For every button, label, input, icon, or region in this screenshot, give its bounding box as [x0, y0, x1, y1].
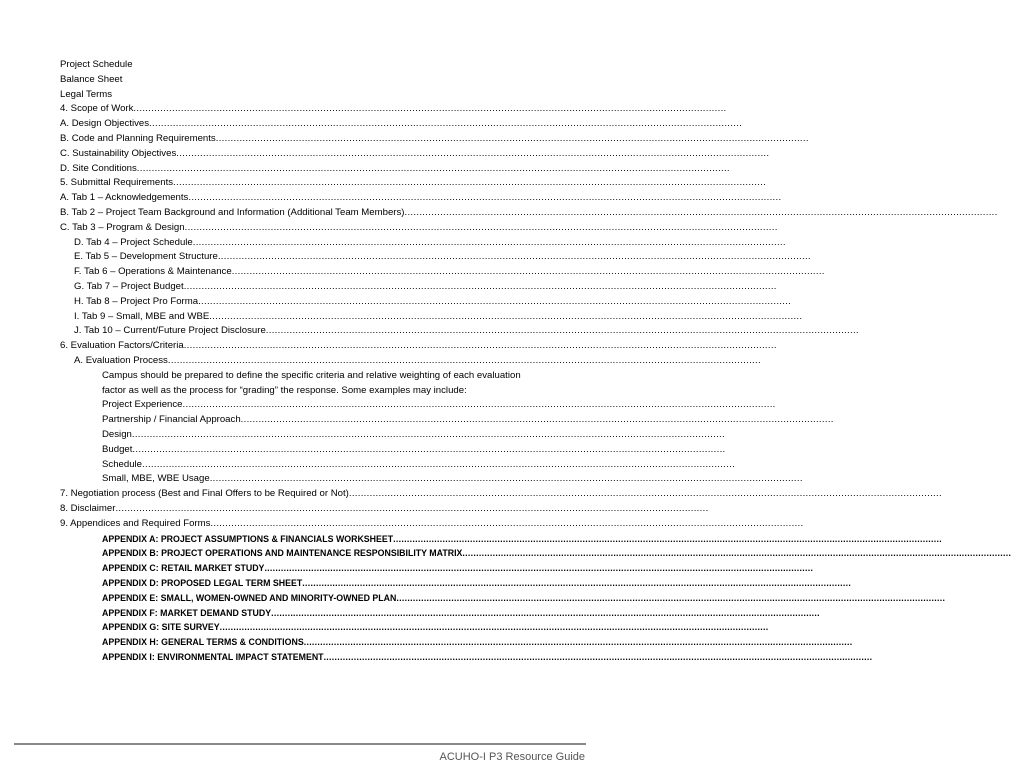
dot-leader: ........................................................................................................................................................................................................	[183, 281, 777, 292]
dot-leader: ........................................................................................................................................................................................................	[462, 548, 1011, 559]
dot-leader: ........................................................................................................................................................................................................	[210, 517, 804, 529]
toc-entry	[102, 398, 776, 412]
dot-leader: ........................................................................................................................................................................................................	[265, 325, 859, 337]
toc-entry	[60, 162, 730, 176]
toc-entry	[60, 73, 122, 87]
dot-leader: ........................................................................................................................................................................................................	[136, 162, 730, 174]
dot-leader: ........................................................................................................................................................................................................	[184, 221, 778, 233]
dot-leader: ........................................................................................................................................................................................................	[302, 578, 852, 588]
dot-leader: ........................................................................................................................................................................................................	[132, 443, 726, 455]
toc-entry	[60, 147, 770, 161]
toc-entry	[102, 443, 726, 457]
dot-leader: ........................................................................................................................................................................................................	[396, 592, 946, 603]
toc-entry	[60, 102, 727, 116]
toc-entry-text: 4. Scope of Work	[60, 103, 134, 115]
toc-entry	[102, 532, 942, 546]
toc-entry	[60, 132, 809, 146]
dot-leader: ........................................................................................................................................................................................................	[209, 310, 803, 322]
toc-entry-text: Legal Terms	[60, 88, 113, 100]
toc-entry-text: C. Tab 3 – Program & Design	[60, 221, 185, 233]
toc-entry-text: Schedule	[102, 458, 143, 470]
toc-entry	[74, 250, 811, 264]
toc-entry-text: A. Tab 1 – Acknowledgements	[60, 192, 189, 204]
dot-leader: ........................................................................................................................................................................................................	[240, 414, 834, 426]
toc-entry-text: APPENDIX H: GENERAL TERMS & CONDITIONS	[102, 637, 304, 648]
toc-entry	[74, 354, 761, 368]
dot-leader: ........................................................................................................................................................................................................	[264, 563, 814, 574]
toc-entry-text: E. Tab 5 – Development Structure	[74, 251, 218, 263]
dot-leader: ........................................................................................................................................................................................................	[323, 652, 873, 662]
toc-entry-text: G. Tab 7 – Project Budget	[74, 281, 184, 292]
toc-entry	[102, 472, 803, 486]
toc-entry-text: 8. Disclaimer	[60, 503, 116, 514]
dot-leader: ........................................................................................................................................................................................................	[217, 251, 811, 263]
toc-entry-text: F. Tab 6 – Operations & Maintenance	[74, 266, 232, 278]
toc-entry	[60, 88, 112, 102]
toc-entry	[60, 339, 777, 353]
dot-leader: ........................................................................................................................................................................................................	[149, 118, 743, 130]
toc-entry-text: Design	[102, 429, 132, 440]
toc-entry-text: B. Code and Planning Requirements	[60, 133, 216, 144]
toc-entry-text: factor as well as the process for “grading” the response. Some examples may include:	[102, 384, 467, 396]
toc-entry-text: D. Site Conditions	[60, 162, 137, 174]
toc-entry	[60, 221, 778, 235]
toc-entry-text: 9. Appendices and Required Forms	[60, 517, 211, 529]
toc-entry-text: APPENDIX G: SITE SURVEY	[102, 622, 220, 633]
dot-leader: ........................................................................................................................................................................................................	[115, 503, 709, 514]
toc-entry	[102, 650, 873, 664]
dot-leader: ........................................................................................................................................................................................................	[303, 637, 853, 648]
toc-entry	[60, 117, 743, 131]
toc-entry-text: Balance Sheet	[60, 73, 123, 85]
dot-leader: ........................................................................................................................................................................................................	[182, 399, 776, 411]
toc-entry	[102, 546, 1011, 560]
toc-entry	[60, 58, 133, 72]
toc-entry-text: A. Design Objectives	[60, 118, 150, 130]
footer-rule	[14, 743, 586, 745]
toc-entry	[102, 591, 946, 605]
toc-entry	[74, 295, 792, 309]
dot-leader: ........................................................................................................................................................................................................	[142, 458, 736, 470]
dot-leader: ........................................................................................................................................................................................................	[404, 207, 998, 218]
toc-entry	[102, 635, 853, 649]
toc-entry	[60, 502, 709, 516]
toc-entry	[102, 576, 852, 590]
dot-leader: ........................................................................................................................................................................................................	[393, 533, 942, 544]
dot-leader: ........................................................................................................................................................................................................	[219, 622, 769, 633]
toc-entry-text: C. Sustainability Objectives	[60, 147, 177, 159]
dot-leader: ........................................................................................................................................................................................................	[348, 488, 942, 500]
toc-entry-text: APPENDIX A: PROJECT ASSUMPTIONS & FINANCIALS WORKSHEET	[102, 533, 394, 544]
toc-entry	[102, 384, 467, 398]
dot-leader: ........................................................................................................................................................................................................	[209, 473, 803, 485]
toc-entry	[102, 561, 814, 575]
toc-entry-text: APPENDIX B: PROJECT OPERATIONS AND MAINTENANCE RESPONSIBILITY MATRIX	[102, 548, 463, 559]
toc-entry	[60, 517, 804, 531]
toc-entry-text: Partnership / Financial Approach	[102, 414, 241, 426]
dot-leader: ........................................................................................................................................................................................................	[231, 266, 825, 278]
toc-entry	[74, 280, 777, 294]
dot-leader: ........................................................................................................................................................................................................	[215, 133, 809, 144]
toc-entry	[60, 206, 998, 220]
toc-entry	[60, 487, 942, 501]
toc-entry-text: A. Evaluation Process	[74, 355, 168, 366]
toc-entry-text: Budget	[102, 443, 133, 455]
dot-leader: ........................................................................................................................................................................................................	[167, 355, 761, 366]
toc-entry	[102, 369, 521, 383]
toc-entry-text: 5. Submittal Requirements	[60, 177, 174, 189]
dot-leader: ........................................................................................................................................................................................................	[173, 177, 767, 189]
dot-leader: ........................................................................................................................................................................................................	[183, 340, 777, 352]
toc-entry-text: H. Tab 8 – Project Pro Forma	[74, 295, 199, 307]
footer-title: ACUHO-I P3 Resource Guide	[439, 751, 585, 763]
toc-entry	[60, 176, 767, 190]
toc-entry-text: APPENDIX D: PROPOSED LEGAL TERM SHEET	[102, 578, 303, 588]
toc-entry-text: 6. Evaluation Factors/Criteria	[60, 340, 184, 352]
toc-entry-text: APPENDIX C: RETAIL MARKET STUDY	[102, 563, 265, 574]
toc-entry-text: 7. Negotiation process (Best and Final Offers to be Required or Not)	[60, 488, 349, 500]
toc-entry	[74, 310, 803, 324]
toc-entry-text: APPENDIX E: SMALL, WOMEN-OWNED AND MINORITY-OWNED PLAN	[102, 592, 397, 603]
toc-entry	[102, 620, 769, 634]
toc-entry-text: Project Experience	[102, 399, 183, 411]
toc-entry-text: APPENDIX F: MARKET DEMAND STUDY	[102, 607, 272, 618]
toc-entry	[102, 458, 736, 472]
dot-leader: ........................................................................................................................................................................................................	[188, 192, 782, 204]
toc-entry-text: J. Tab 10 – Current/Future Project Disclosure	[74, 325, 266, 337]
toc-entry-text: I. Tab 9 – Small, MBE and WBE	[74, 310, 210, 322]
toc-entry	[74, 236, 786, 250]
toc-entry-text: APPENDIX I: ENVIRONMENTAL IMPACT STATEMENT	[102, 652, 324, 662]
dot-leader: ........................................................................................................................................................................................................	[192, 236, 786, 248]
toc-entry-text: D. Tab 4 – Project Schedule	[74, 236, 193, 248]
dot-leader: ........................................................................................................................................................................................................	[271, 607, 820, 618]
toc-entry	[102, 413, 834, 427]
toc-entry-text: B. Tab 2 – Project Team Background and Information (Additional Team Members)	[60, 207, 405, 218]
dot-leader: ........................................................................................................................................................................................................	[176, 147, 770, 159]
toc-entry	[74, 265, 825, 279]
toc-entry	[102, 428, 725, 442]
dot-leader: ........................................................................................................................................................................................................	[131, 429, 725, 440]
toc-entry	[60, 191, 782, 205]
toc-entry	[74, 324, 859, 338]
toc-entry-text: Small, MBE, WBE Usage	[102, 473, 210, 485]
dot-leader: ........................................................................................................................................................................................................	[133, 103, 727, 115]
toc-entry-text: Campus should be prepared to define the specific criteria and relative weighting of each evaluation	[102, 369, 521, 381]
toc-entry	[102, 606, 820, 620]
dot-leader: ........................................................................................................................................................................................................	[198, 295, 792, 307]
toc-entry-text: Project Schedule	[60, 59, 133, 70]
